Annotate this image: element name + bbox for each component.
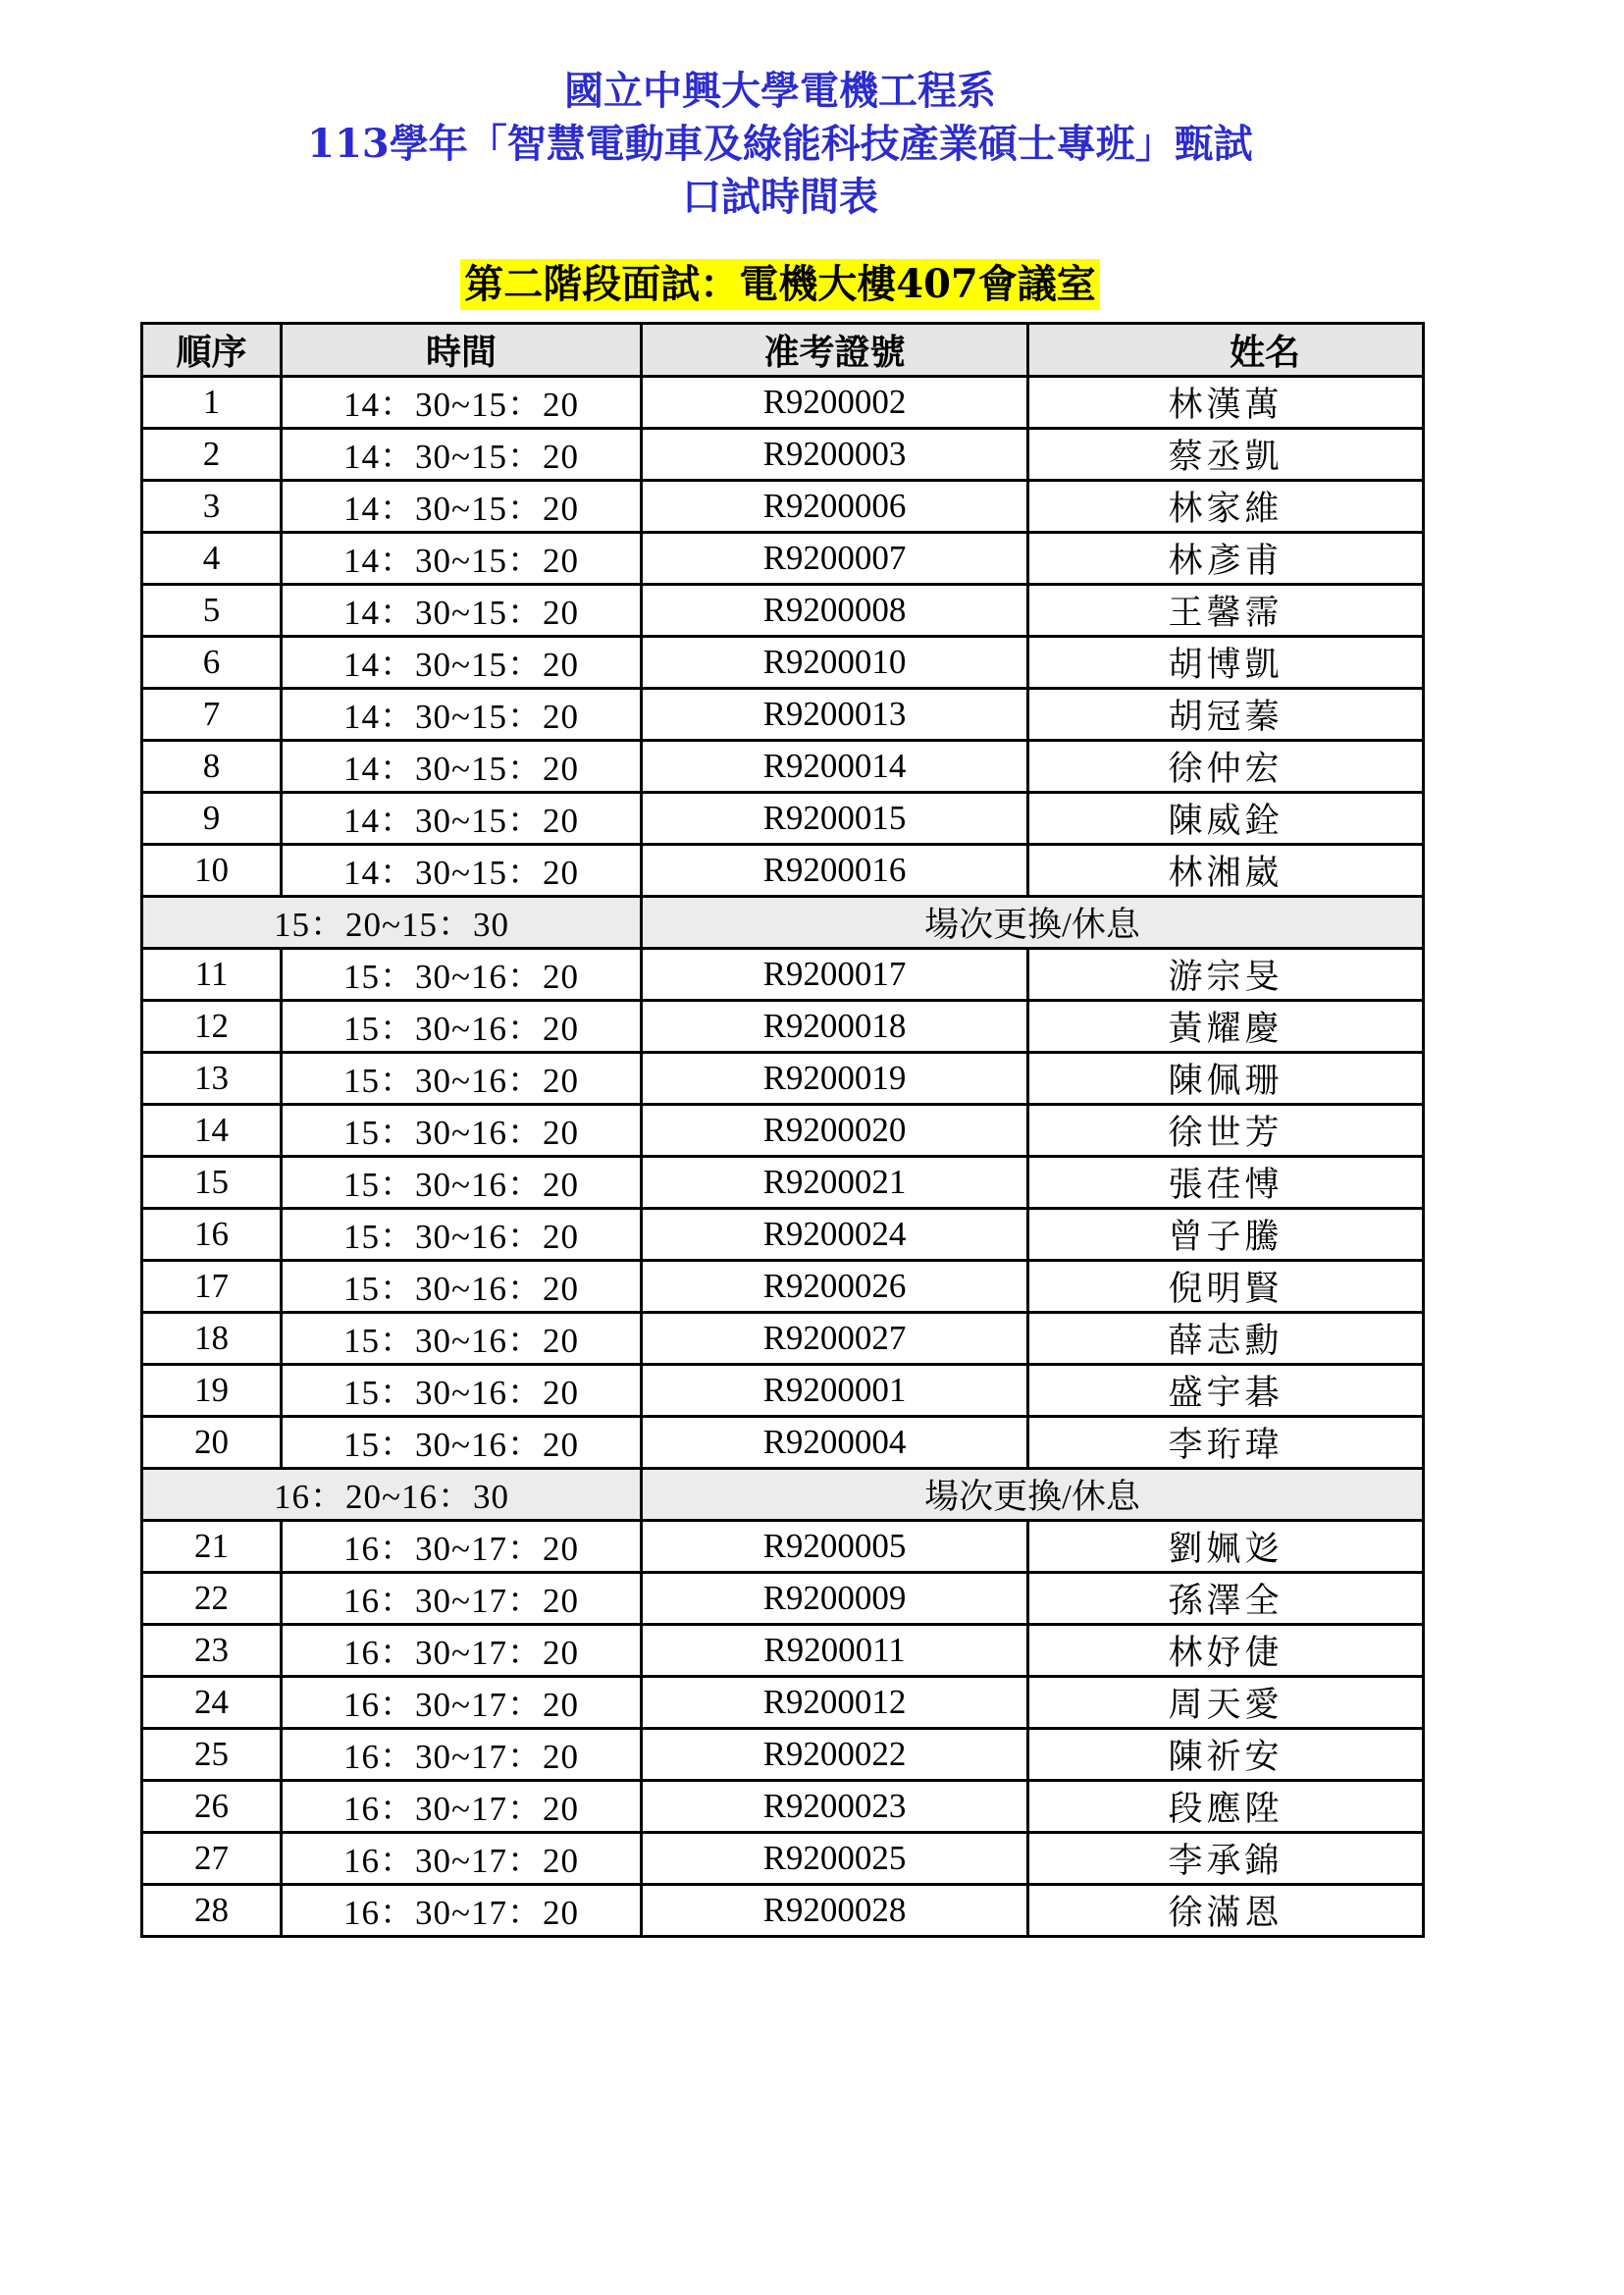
row-time: 16：30~17：20 [282,1573,642,1625]
row-exam-id: R9200001 [642,1365,1028,1417]
row-name: 胡博凱 [1028,637,1424,689]
row-exam-id: R9200017 [642,949,1028,1001]
row-exam-id: R9200011 [642,1625,1028,1677]
row-order: 21 [142,1521,282,1573]
stage-location-label: 第二階段面試：電機大樓407會議室 [460,259,1100,310]
table-row [142,1001,1424,1053]
row-exam-id: R9200026 [642,1261,1028,1313]
row-time: 16：30~17：20 [282,1833,642,1885]
break-row [142,1469,1424,1521]
row-name: 盛宇碁 [1028,1365,1424,1417]
row-time: 14：30~15：20 [282,533,642,585]
row-order: 6 [142,637,282,689]
table-row [142,1209,1424,1261]
row-time: 15：30~16：20 [282,1261,642,1313]
table-row [142,1833,1424,1885]
table-row [142,689,1424,741]
table-row [142,1729,1424,1781]
row-order: 17 [142,1261,282,1313]
row-time: 14：30~15：20 [282,845,642,897]
table-row [142,1261,1424,1313]
header-exam-id: 准考證號 [642,324,1028,377]
table-row [142,1573,1424,1625]
row-exam-id: R9200021 [642,1157,1028,1209]
row-time: 15：30~16：20 [282,1313,642,1365]
row-name: 劉姵彣 [1028,1521,1424,1573]
row-order: 19 [142,1365,282,1417]
row-time: 15：30~16：20 [282,1417,642,1469]
header-name: 姓名 [1028,324,1424,377]
row-exam-id: R9200025 [642,1833,1028,1885]
row-order: 20 [142,1417,282,1469]
row-name: 曾子騰 [1028,1209,1424,1261]
row-order: 27 [142,1833,282,1885]
row-name: 王馨霈 [1028,585,1424,637]
row-exam-id: R9200015 [642,793,1028,845]
table-row [142,1885,1424,1937]
row-name: 倪明賢 [1028,1261,1424,1313]
row-order: 5 [142,585,282,637]
row-time: 15：30~16：20 [282,1001,642,1053]
row-name: 林湘崴 [1028,845,1424,897]
header-time: 時間 [282,324,642,377]
row-exam-id: R9200012 [642,1677,1028,1729]
row-time: 14：30~15：20 [282,481,642,533]
row-time: 15：30~16：20 [282,1157,642,1209]
row-time: 14：30~15：20 [282,793,642,845]
row-time: 14：30~15：20 [282,637,642,689]
row-time: 15：30~16：20 [282,1209,642,1261]
row-time: 14：30~15：20 [282,429,642,481]
row-time: 16：30~17：20 [282,1781,642,1833]
row-exam-id: R9200016 [642,845,1028,897]
table-row [142,1313,1424,1365]
schedule-body [142,377,1424,1937]
row-name: 徐仲宏 [1028,741,1424,793]
title-program: 113學年「智慧電動車及綠能科技產業碩士專班」甄試 [307,121,1253,167]
table-row [142,1105,1424,1157]
row-name: 陳祈安 [1028,1729,1424,1781]
table-row [142,533,1424,585]
row-order: 15 [142,1157,282,1209]
table-row [142,585,1424,637]
row-exam-id: R9200013 [642,689,1028,741]
table-row [142,1157,1424,1209]
table-row [142,793,1424,845]
table-row [142,1417,1424,1469]
row-exam-id: R9200020 [642,1105,1028,1157]
row-order: 7 [142,689,282,741]
row-time: 15：30~16：20 [282,949,642,1001]
row-exam-id: R9200009 [642,1573,1028,1625]
table-row [142,1053,1424,1105]
document-title [0,65,1560,224]
row-time: 16：30~17：20 [282,1729,642,1781]
row-name: 薛志勳 [1028,1313,1424,1365]
row-exam-id: R9200003 [642,429,1028,481]
row-exam-id: R9200028 [642,1885,1028,1937]
row-exam-id: R9200008 [642,585,1028,637]
row-order: 13 [142,1053,282,1105]
row-exam-id: R9200004 [642,1417,1028,1469]
break-time: 15：20~15：30 [142,897,642,949]
table-row [142,1781,1424,1833]
row-time: 16：30~17：20 [282,1521,642,1573]
table-row [142,481,1424,533]
row-name: 林妤倢 [1028,1625,1424,1677]
row-exam-id: R9200019 [642,1053,1028,1105]
table-row [142,637,1424,689]
row-order: 4 [142,533,282,585]
row-order: 22 [142,1573,282,1625]
table-row [142,1365,1424,1417]
row-order: 11 [142,949,282,1001]
row-exam-id: R9200014 [642,741,1028,793]
row-name: 胡冠蓁 [1028,689,1424,741]
row-order: 12 [142,1001,282,1053]
row-time: 14：30~15：20 [282,689,642,741]
row-order: 25 [142,1729,282,1781]
row-name: 林家維 [1028,481,1424,533]
row-exam-id: R9200023 [642,1781,1028,1833]
row-time: 16：30~17：20 [282,1625,642,1677]
row-name: 徐滿恩 [1028,1885,1424,1937]
table-row [142,845,1424,897]
row-order: 28 [142,1885,282,1937]
stage-heading [0,259,1560,310]
row-time: 14：30~15：20 [282,377,642,429]
table-row [142,741,1424,793]
row-name: 蔡丞凱 [1028,429,1424,481]
row-order: 1 [142,377,282,429]
row-order: 2 [142,429,282,481]
row-exam-id: R9200006 [642,481,1028,533]
title-department: 國立中興大學電機工程系 [564,68,996,114]
row-name: 陳威銓 [1028,793,1424,845]
header-order: 順序 [142,324,282,377]
row-time: 14：30~15：20 [282,741,642,793]
break-label: 場次更換/休息 [642,897,1424,949]
row-time: 14：30~15：20 [282,585,642,637]
row-time: 15：30~16：20 [282,1365,642,1417]
break-row [142,897,1424,949]
row-name: 徐世芳 [1028,1105,1424,1157]
table-row [142,1521,1424,1573]
title-schedule: 口試時間表 [682,174,878,220]
row-exam-id: R9200024 [642,1209,1028,1261]
row-order: 10 [142,845,282,897]
interview-schedule-table [140,322,1425,1938]
row-order: 16 [142,1209,282,1261]
row-order: 24 [142,1677,282,1729]
row-order: 9 [142,793,282,845]
row-name: 李承錦 [1028,1833,1424,1885]
break-time: 16：20~16：30 [142,1469,642,1521]
row-name: 李珩瑋 [1028,1417,1424,1469]
row-time: 16：30~17：20 [282,1677,642,1729]
row-order: 14 [142,1105,282,1157]
row-name: 周天愛 [1028,1677,1424,1729]
row-exam-id: R9200005 [642,1521,1028,1573]
row-order: 8 [142,741,282,793]
row-order: 23 [142,1625,282,1677]
row-name: 陳佩珊 [1028,1053,1424,1105]
row-exam-id: R9200027 [642,1313,1028,1365]
row-name: 段應陞 [1028,1781,1424,1833]
row-exam-id: R9200022 [642,1729,1028,1781]
row-order: 26 [142,1781,282,1833]
row-name: 林彥甫 [1028,533,1424,585]
row-exam-id: R9200007 [642,533,1028,585]
table-row [142,949,1424,1001]
row-name: 林漢萬 [1028,377,1424,429]
table-header-row [142,324,1424,377]
row-name: 張荏愽 [1028,1157,1424,1209]
table-row [142,1677,1424,1729]
row-exam-id: R9200010 [642,637,1028,689]
row-order: 3 [142,481,282,533]
row-name: 游宗旻 [1028,949,1424,1001]
row-time: 15：30~16：20 [282,1105,642,1157]
table-row [142,377,1424,429]
row-exam-id: R9200002 [642,377,1028,429]
row-exam-id: R9200018 [642,1001,1028,1053]
table-row [142,1625,1424,1677]
row-time: 15：30~16：20 [282,1053,642,1105]
row-order: 18 [142,1313,282,1365]
row-name: 孫澤全 [1028,1573,1424,1625]
row-time: 16：30~17：20 [282,1885,642,1937]
table-row [142,429,1424,481]
row-name: 黃耀慶 [1028,1001,1424,1053]
break-label: 場次更換/休息 [642,1469,1424,1521]
